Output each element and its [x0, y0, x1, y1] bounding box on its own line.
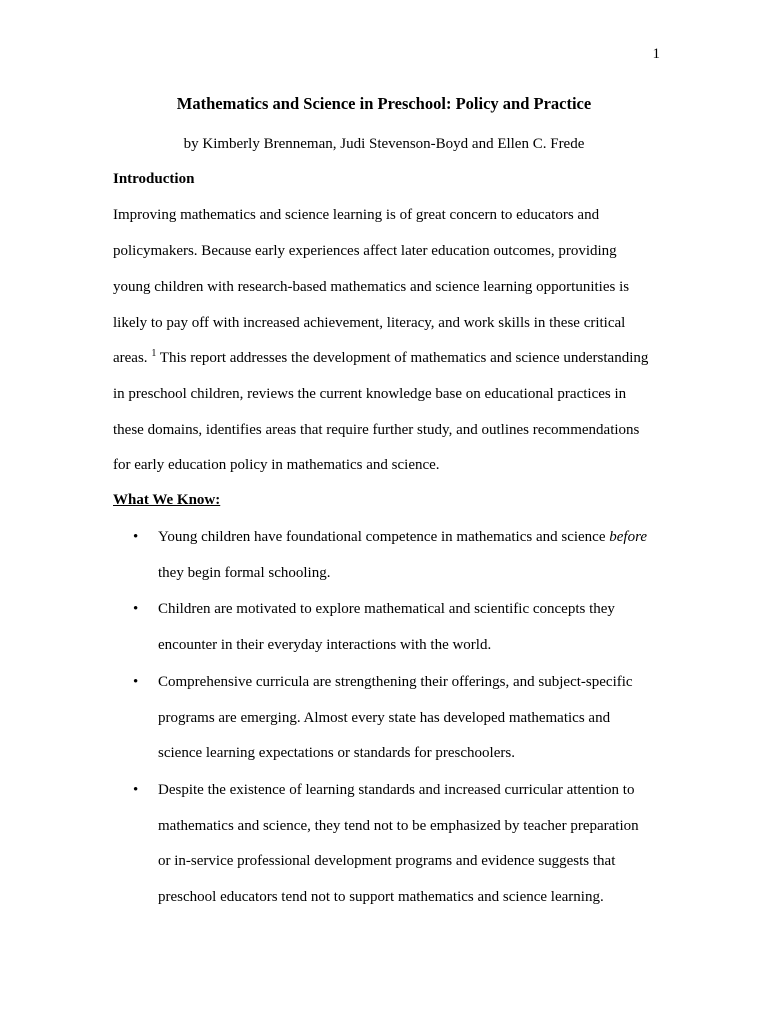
bullet-line: mathematics and science, they tend not to be emphasized by teacher preparation: [158, 818, 639, 834]
bullet-line: preschool educators tend not to support mathematics and science learning.: [158, 889, 604, 905]
paragraph-line: young children with research-based mathematics and science learning opportunities is: [113, 279, 630, 295]
line-text: areas.: [113, 350, 152, 366]
paragraph-line: Improving mathematics and science learning is of great concern to educators and: [113, 207, 600, 223]
bullet-line: Children are motivated to explore mathematical and scientific concepts they: [158, 601, 615, 617]
document-title: Mathematics and Science in Preschool: Policy and Practice: [176, 94, 592, 113]
paragraph-line: [113, 350, 673, 367]
line-text: Young children have foundational competence in mathematics and science: [158, 529, 610, 545]
bullet-line: science learning expectations or standards for preschoolers.: [158, 745, 515, 761]
bullet-icon: •: [133, 674, 139, 690]
line-text: This report addresses the development of mathematics and science understanding: [156, 350, 649, 366]
emphasis-text: before: [609, 529, 648, 545]
introduction-heading: Introduction: [113, 171, 195, 187]
paragraph-line: these domains, identifies areas that require further study, and outlines recommendations: [113, 422, 640, 438]
bullet-line: Despite the existence of learning standards and increased curricular attention to: [158, 782, 635, 798]
bullet-icon: •: [133, 529, 139, 545]
paragraph-line: for early education policy in mathematics and science.: [113, 457, 440, 473]
bullet-icon: •: [133, 601, 139, 617]
bullet-icon: •: [133, 782, 139, 798]
bullet-line: or in-service professional development programs and evidence suggests that: [158, 853, 616, 869]
bullet-line: they begin formal schooling.: [158, 565, 331, 581]
bullet-line: Comprehensive curricula are strengthening their offerings, and subject-specific: [158, 674, 633, 690]
page-number: 1: [652, 46, 660, 62]
author-byline: by Kimberly Brenneman, Judi Stevenson-Boyd and Ellen C. Frede: [183, 136, 585, 152]
bullet-line: programs are emerging. Almost every state has developed mathematics and: [158, 710, 611, 726]
bullet-line: [158, 529, 678, 546]
paragraph-line: in preschool children, reviews the current knowledge base on educational practices in: [113, 386, 627, 402]
paragraph-line: policymakers. Because early experiences affect later education outcomes, providing: [113, 243, 617, 259]
paragraph-line: likely to pay off with increased achievement, literacy, and work skills in these critical: [113, 315, 626, 331]
footnote-reference[interactable]: 1: [151, 348, 157, 359]
bullet-line: encounter in their everyday interactions with the world.: [158, 637, 492, 653]
what-we-know-heading: What We Know:: [113, 492, 221, 508]
